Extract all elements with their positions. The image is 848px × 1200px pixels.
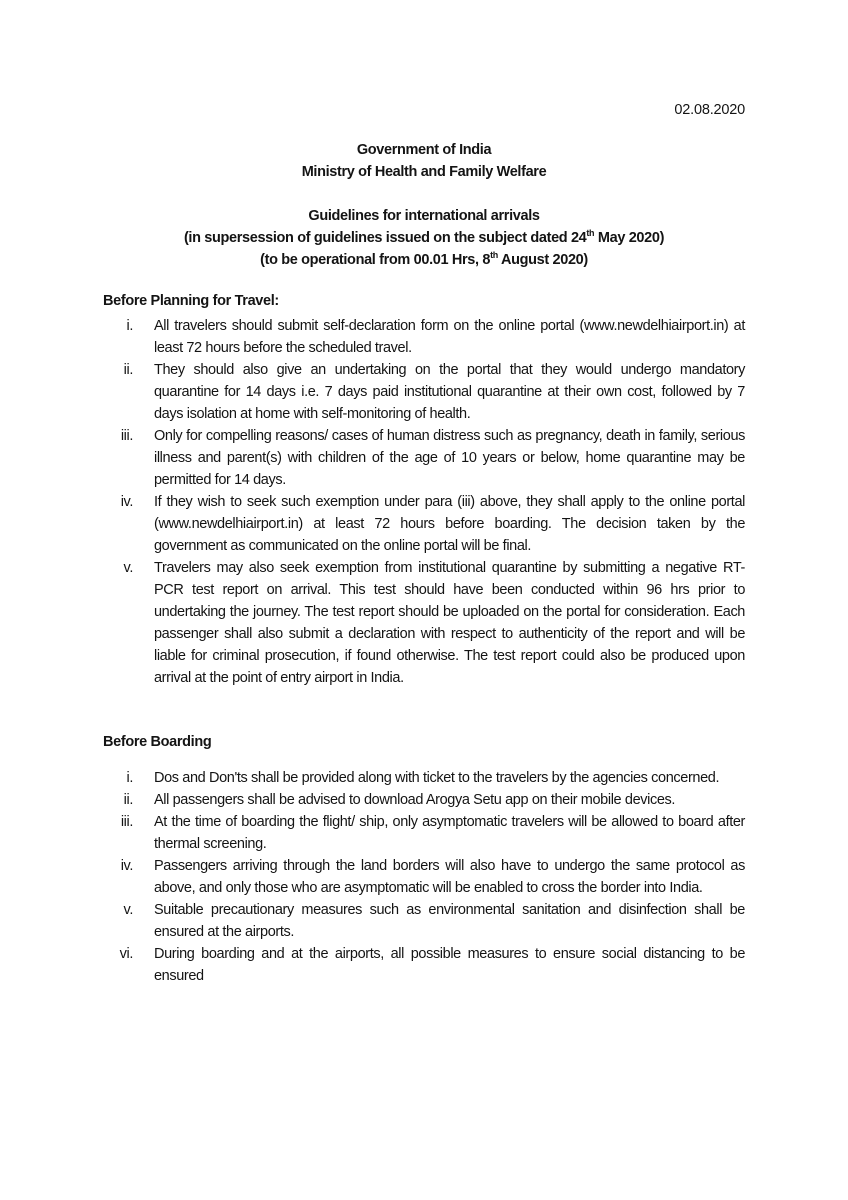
government-name: Government of India bbox=[356, 142, 492, 158]
operational-note bbox=[103, 249, 745, 271]
item-number: ii. bbox=[123, 792, 133, 808]
ordinal-suffix: th bbox=[586, 228, 595, 238]
item-text: If they wish to seek such exemption under para (iii) above, they shall apply to the online portal (www.newdelhiairport.in) at least 72 hours before boarding. The decision taken by the government as communicated on the online portal will be final. bbox=[154, 494, 745, 554]
item-text: They should also give an undertaking on the portal that they would undergo mandatory quarantine for 14 days i.e. 7 days paid institutional quarantine at their own cost, followed by 7 days isolation at home with self-monitoring of health. bbox=[154, 362, 745, 422]
list-item bbox=[103, 557, 745, 689]
item-number: iv. bbox=[120, 858, 133, 874]
list-item bbox=[103, 767, 745, 789]
before-boarding-list bbox=[103, 767, 745, 987]
supersession-note bbox=[103, 227, 745, 249]
item-number: v. bbox=[123, 902, 133, 918]
operational-text-end: August 2020) bbox=[497, 252, 588, 268]
section-title-before-boarding: Before Boarding bbox=[103, 734, 212, 750]
item-number: vi. bbox=[119, 946, 133, 962]
item-text: Passengers arriving through the land borders will also have to undergo the same protocol as above, and only those who are asymptomatic will be enabled to cross the border into India. bbox=[154, 858, 745, 896]
operational-text: (to be operational from 00.01 Hrs, 8 bbox=[260, 252, 491, 268]
ministry-name: Ministry of Health and Family Welfare bbox=[301, 164, 547, 180]
item-number: iii. bbox=[120, 428, 133, 444]
document-date: 02.08.2020 bbox=[674, 102, 745, 118]
list-item bbox=[103, 315, 745, 359]
item-number: iv. bbox=[120, 494, 133, 510]
item-text: Travelers may also seek exemption from institutional quarantine by submitting a negative RT-PCR test report on arrival. This test should have been conducted within 96 hrs prior to undertaking the journey. The test report should be uploaded on the portal for consideration. Each passenger shall also submit a declaration with respect to authenticity of the report and will be liable for criminal prosecution, if found otherwise. The test report could also be produced upon arrival at the point of entry airport in India. bbox=[154, 560, 745, 686]
item-number: ii. bbox=[123, 362, 133, 378]
list-item bbox=[103, 359, 745, 425]
list-item bbox=[103, 899, 745, 943]
item-text: At the time of boarding the flight/ ship, only asymptomatic travelers will be allowed to board after thermal screening. bbox=[154, 814, 745, 852]
list-item bbox=[103, 491, 745, 557]
list-item bbox=[103, 811, 745, 855]
item-text: All passengers shall be advised to download Arogya Setu app on their mobile devices. bbox=[154, 792, 676, 808]
item-number: iii. bbox=[120, 814, 133, 830]
item-text: During boarding and at the airports, all possible measures to ensure social distancing to be ensured bbox=[154, 946, 745, 984]
item-number: i. bbox=[126, 770, 133, 786]
item-text: Only for compelling reasons/ cases of human distress such as pregnancy, death in family, serious illness and parent(s) with children of the age of 10 years or below, home quarantine may be permitted for 14 days. bbox=[154, 428, 745, 488]
list-item bbox=[103, 789, 745, 811]
section-title-before-planning: Before Planning for Travel: bbox=[103, 293, 279, 309]
guidelines-title: Guidelines for international arrivals bbox=[308, 208, 540, 224]
issuing-authority bbox=[103, 139, 745, 183]
supersession-text-end: May 2020) bbox=[594, 230, 665, 246]
before-planning-list bbox=[103, 315, 745, 689]
item-text: All travelers should submit self-declaration form on the online portal (www.newdelhiairport.in) at least 72 hours before the scheduled travel. bbox=[154, 318, 745, 356]
item-text: Dos and Don'ts shall be provided along with ticket to the travelers by the agencies concerned. bbox=[154, 770, 720, 786]
ordinal-suffix: th bbox=[490, 250, 498, 260]
guidelines-title-block bbox=[103, 205, 745, 271]
list-item bbox=[103, 855, 745, 899]
item-text: Suitable precautionary measures such as environmental sanitation and disinfection shall be ensured at the airports. bbox=[154, 902, 745, 940]
list-item bbox=[103, 943, 745, 987]
item-number: v. bbox=[123, 560, 133, 576]
list-item bbox=[103, 425, 745, 491]
item-number: i. bbox=[126, 318, 133, 334]
supersession-text: (in supersession of guidelines issued on the subject dated 24 bbox=[183, 230, 587, 246]
